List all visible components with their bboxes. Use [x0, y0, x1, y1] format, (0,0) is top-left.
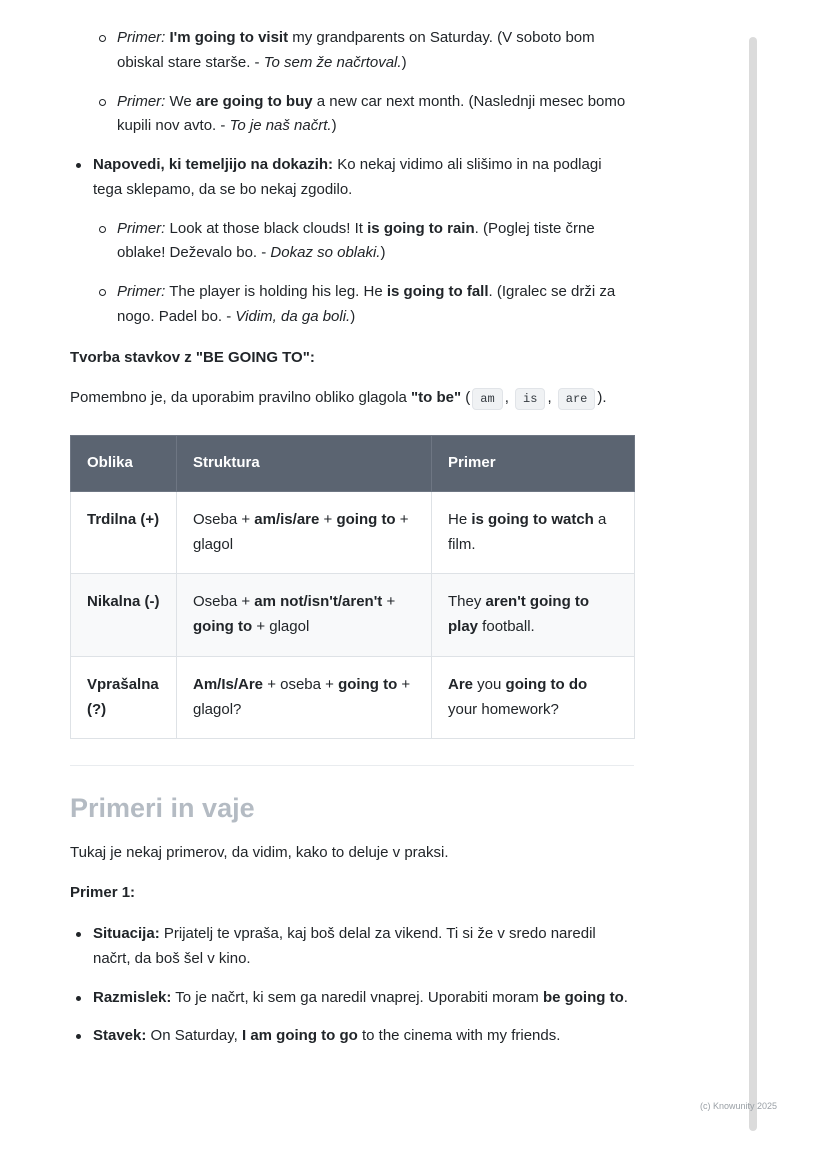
example-item-fall: Primer: The player is holding his leg. He is going to fall. (Igralec se drži za nogo. Padel bo. - Vidim, da ga boli.) [70, 280, 634, 330]
table-cell-oblika: Trdilna (+) [71, 491, 177, 574]
scrollbar[interactable] [749, 37, 757, 1131]
section-heading-primeri-in-vaje: Primeri in vaje [70, 793, 255, 824]
section-divider [70, 765, 634, 766]
copyright-note: (c) Knowunity 2025 [699, 1101, 777, 1111]
table-header-primer: Primer [432, 436, 635, 492]
paragraph-pomembno: Pomembno je, da uporabim pravilno obliko glagola "to be" ( am , is , are ). [70, 386, 634, 411]
heading-primer-1: Primer 1: [70, 884, 136, 902]
table-cell-oblika: Vprašalna (?) [71, 656, 177, 739]
heading-tvorba-stavkov: Tvorba stavkov z "BE GOING TO": [70, 348, 315, 366]
conjugation-table [70, 435, 635, 739]
bullet-item-evidence: Napovedi, ki temeljijo na dokazih: Ko nekaj vidimo ali slišimo in na podlagi tega sklepamo, da se bo nekaj zgodilo. [70, 153, 634, 203]
example-item-rain: Primer: Look at those black clouds! It is going to rain. (Poglej tiste črne oblake! Deževalo bo. - Dokaz so oblaki.) [70, 217, 634, 267]
document-content [70, 26, 634, 1063]
table-header-oblika: Oblika [71, 436, 177, 492]
bullet-item-situacija: Situacija: Prijatelj te vpraša, kaj boš delal za vikend. Ti si že v sredo naredil načrt, da boš šel v kino. [70, 922, 634, 972]
inline-code-chip: are [558, 388, 596, 410]
example-item-visit: Primer: I'm going to visit my grandparents on Saturday. (V soboto bom obiskal stare starše. - To sem že načrtoval.) [70, 26, 634, 76]
table-row-trdilna [71, 491, 635, 574]
table-header-struktura: Struktura [177, 436, 432, 492]
table-row-vprasalna [71, 656, 635, 739]
example-item-buy: Primer: We are going to buy a new car next month. (Naslednji mesec bomo kupili nov avto. - To je naš načrt.) [70, 90, 634, 140]
table-cell-primer: Are you going to do your homework? [432, 656, 635, 739]
inline-code-chip: is [515, 388, 545, 410]
table-cell-struktura: Oseba + am/is/are + going to + glagol [177, 491, 432, 574]
table-cell-struktura: Am/Is/Are + oseba + going to + glagol? [177, 656, 432, 739]
paragraph-tukaj: Tukaj je nekaj primerov, da vidim, kako to deluje v praksi. [70, 843, 449, 861]
bullet-item-stavek: Stavek: On Saturday, I am going to go to the cinema with my friends. [70, 1024, 634, 1049]
table-row-nikalna [71, 574, 635, 657]
bullet-item-razmislek: Razmislek: To je načrt, ki sem ga naredil vnaprej. Uporabiti moram be going to. [70, 986, 634, 1011]
table-cell-struktura: Oseba + am not/isn't/aren't + going to + glagol [177, 574, 432, 657]
table-header-row [71, 436, 635, 492]
table-cell-primer: He is going to watch a film. [432, 491, 635, 574]
inline-code-chip: am [472, 388, 502, 410]
table-cell-oblika: Nikalna (-) [71, 574, 177, 657]
table-cell-primer: They aren't going to play football. [432, 574, 635, 657]
